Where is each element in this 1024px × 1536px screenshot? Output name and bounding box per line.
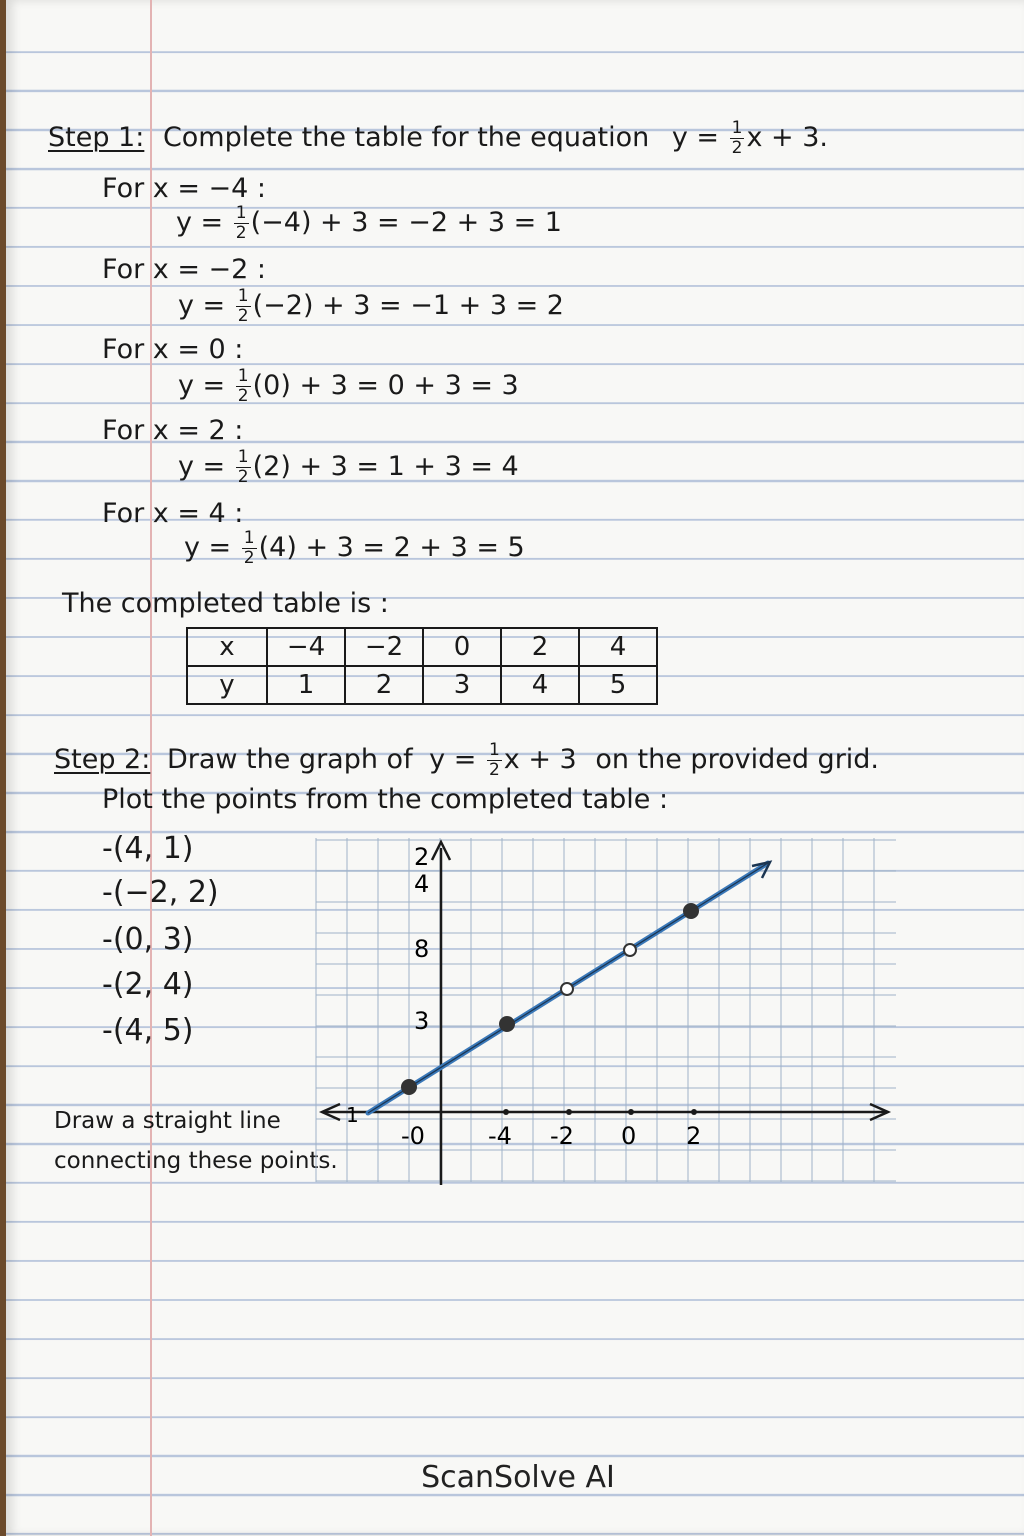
plotted-point <box>683 903 699 919</box>
calc-line: y = $\frac{1}{2}$ (−2) + 3 = −1 + 3 = 2 <box>178 286 564 326</box>
table-row <box>187 666 657 704</box>
plot-instruction: Plot the points from the completed table : <box>102 784 669 815</box>
line-note-1: Draw a straight line <box>54 1108 281 1134</box>
table-cell: 4 <box>501 666 579 704</box>
table-cell: 0 <box>423 628 501 666</box>
table-cell: 2 <box>501 628 579 666</box>
step1-heading <box>48 120 828 157</box>
line-note-2: connecting these points. <box>54 1148 338 1174</box>
footer-brand: ScanSolve AI <box>421 1460 615 1495</box>
step2-eq-lhs: y = <box>429 744 477 775</box>
plotted-point <box>499 1016 515 1032</box>
y-tick-label: 2 <box>414 843 430 871</box>
step2-eq-rhs: x + 3 <box>503 744 577 775</box>
step2-heading <box>54 742 879 779</box>
step1-eq-rhs: x + 3. <box>746 122 828 153</box>
table-header-y: y <box>187 666 267 704</box>
point-item: -(−2, 2) <box>102 875 219 910</box>
plotted-point <box>401 1079 417 1095</box>
calc-for: For x = 4 : <box>102 498 244 529</box>
table-caption: The completed table is : <box>62 588 389 619</box>
table-cell: 1 <box>267 666 345 704</box>
x-tick-dot <box>566 1109 572 1115</box>
step1-eq-lhs: y = <box>671 122 720 153</box>
step2-instruction-post: on the provided grid. <box>595 744 880 775</box>
table-cell: 3 <box>423 666 501 704</box>
x-tick-label: -0 <box>401 1122 425 1150</box>
values-table <box>186 627 658 705</box>
table-row <box>187 628 657 666</box>
point-item: -(4, 1) <box>102 831 194 866</box>
step1-fraction: $\frac{1}{2}$ <box>731 118 743 158</box>
table-cell: −2 <box>345 628 423 666</box>
point-item: -(0, 3) <box>102 922 194 957</box>
notebook-page <box>6 0 1024 1536</box>
point-item: -(4, 5) <box>102 1013 194 1048</box>
calc-for: For x = 2 : <box>102 415 244 446</box>
x-tick-label: -2 <box>550 1122 574 1150</box>
x-tick-dot <box>691 1109 697 1115</box>
plotted-point <box>561 983 573 995</box>
step2-label: Step 2: <box>54 744 151 775</box>
calc-line: y = $\frac{1}{2}$ (0) + 3 = 0 + 3 = 3 <box>178 366 519 406</box>
point-item: -(2, 4) <box>102 967 194 1002</box>
y-tick-label: 3 <box>414 1007 430 1035</box>
calc-for: For x = −2 : <box>102 254 267 285</box>
step1-label: Step 1: <box>48 122 145 153</box>
y-tick-label: 4 <box>414 870 430 898</box>
calc-for: For x = 0 : <box>102 334 244 365</box>
calc-line: y = $\frac{1}{2}$ (−4) + 3 = −2 + 3 = 1 <box>176 203 562 243</box>
x-tick-label: -4 <box>488 1122 512 1150</box>
x-tick-dot <box>628 1109 634 1115</box>
calc-line: y = $\frac{1}{2}$ (2) + 3 = 1 + 3 = 4 <box>178 447 519 487</box>
x-tick-label: 2 <box>686 1122 702 1150</box>
table-cell: 2 <box>345 666 423 704</box>
table-cell: −4 <box>267 628 345 666</box>
x-left-label: 1 <box>346 1103 359 1127</box>
calc-for: For x = −4 : <box>102 173 267 204</box>
table-cell: 4 <box>579 628 657 666</box>
table-header-x: x <box>187 628 267 666</box>
coordinate-grid <box>306 830 906 1200</box>
step1-instruction: Complete the table for the equation <box>162 122 650 153</box>
plotted-point <box>624 944 636 956</box>
table-cell: 5 <box>579 666 657 704</box>
y-tick-label: 8 <box>414 935 430 963</box>
x-tick-label: 0 <box>621 1122 637 1150</box>
x-tick-dot <box>503 1109 509 1115</box>
calc-line: y = $\frac{1}{2}$ (4) + 3 = 2 + 3 = 5 <box>184 528 525 568</box>
step2-instruction-pre: Draw the graph of <box>166 744 413 775</box>
step2-fraction: $\frac{1}{2}$ <box>488 740 500 780</box>
